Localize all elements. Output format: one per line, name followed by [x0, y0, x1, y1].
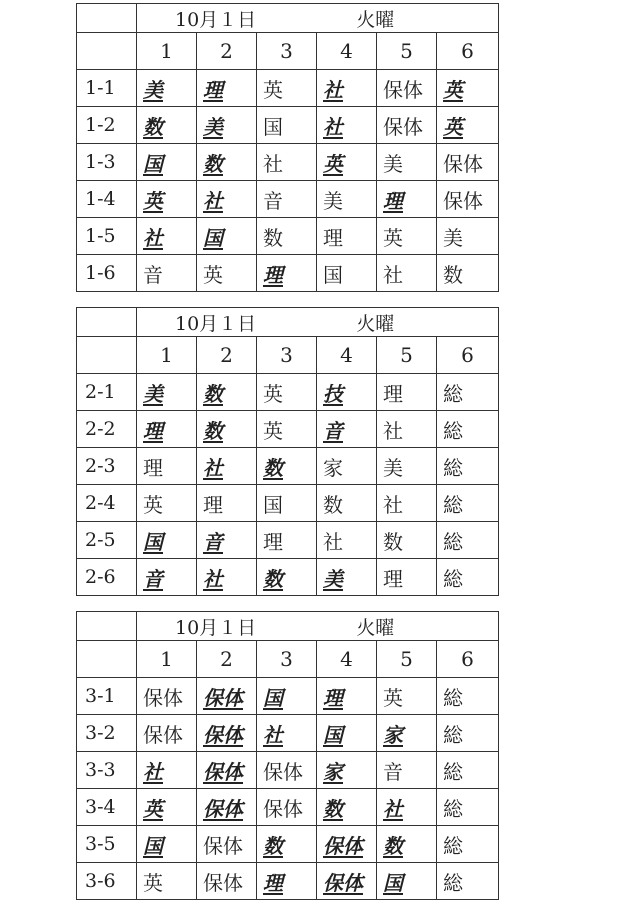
- subject-cell: 美: [137, 374, 197, 411]
- subject-cell: 保体: [437, 144, 499, 181]
- table-row: [77, 752, 499, 789]
- subject-cell: 保体: [317, 826, 377, 863]
- subject-cell: 英: [137, 863, 197, 900]
- subject-cell: 総: [437, 374, 499, 411]
- subject-cell: 美: [137, 70, 197, 107]
- class-label: 2-3: [77, 448, 137, 485]
- subject-cell: 国: [317, 715, 377, 752]
- subject-cell: 総: [437, 678, 499, 715]
- subject-cell: 保体: [257, 789, 317, 826]
- subject-cell: 美: [377, 144, 437, 181]
- subject-cell: 美: [377, 448, 437, 485]
- subject-cell: 社: [377, 485, 437, 522]
- table-row: [77, 715, 499, 752]
- subject-cell: 保体: [137, 678, 197, 715]
- period-header: 2: [197, 337, 257, 374]
- class-label: 1-5: [77, 218, 137, 255]
- period-header: 3: [257, 337, 317, 374]
- subject-cell: 理: [137, 448, 197, 485]
- subject-cell: 数: [257, 826, 317, 863]
- subject-cell: 社: [197, 559, 257, 596]
- subject-cell: 総: [437, 411, 499, 448]
- subject-cell: 数: [257, 448, 317, 485]
- class-label: 1-2: [77, 107, 137, 144]
- period-corner-cell: [77, 33, 137, 70]
- subject-cell: 理: [197, 70, 257, 107]
- period-corner-cell: [77, 641, 137, 678]
- subject-cell: 英: [197, 255, 257, 292]
- subject-cell: 保体: [137, 715, 197, 752]
- subject-cell: 英: [257, 70, 317, 107]
- date-label: 10月１日: [175, 8, 257, 31]
- period-header: 3: [257, 33, 317, 70]
- schedule-table-1: [76, 3, 499, 292]
- subject-cell: 総: [437, 448, 499, 485]
- subject-cell: 理: [377, 559, 437, 596]
- subject-cell: 英: [437, 70, 499, 107]
- subject-cell: 国: [317, 255, 377, 292]
- subject-cell: 総: [437, 752, 499, 789]
- table-row: [77, 789, 499, 826]
- subject-cell: 数: [197, 374, 257, 411]
- subject-cell: 美: [437, 218, 499, 255]
- subject-cell: 英: [137, 181, 197, 218]
- class-label: 2-1: [77, 374, 137, 411]
- class-label: 2-2: [77, 411, 137, 448]
- subject-cell: 英: [377, 678, 437, 715]
- table-row: [77, 70, 499, 107]
- period-header: 5: [377, 337, 437, 374]
- subject-cell: 数: [377, 826, 437, 863]
- subject-cell: 保体: [197, 678, 257, 715]
- subject-cell: 国: [197, 218, 257, 255]
- subject-cell: 理: [257, 255, 317, 292]
- period-header: 6: [437, 641, 499, 678]
- subject-cell: 音: [137, 255, 197, 292]
- subject-cell: 家: [317, 752, 377, 789]
- subject-cell: 美: [317, 181, 377, 218]
- subject-cell: 理: [257, 863, 317, 900]
- class-label: 3-5: [77, 826, 137, 863]
- subject-cell: 音: [377, 752, 437, 789]
- table-row: [77, 374, 499, 411]
- date-header: [137, 4, 499, 33]
- subject-cell: 社: [137, 752, 197, 789]
- subject-cell: 保体: [197, 789, 257, 826]
- period-header: 1: [137, 337, 197, 374]
- subject-cell: 総: [437, 485, 499, 522]
- table-row: [77, 448, 499, 485]
- class-label: 2-4: [77, 485, 137, 522]
- subject-cell: 数: [437, 255, 499, 292]
- subject-cell: 美: [197, 107, 257, 144]
- subject-cell: 社: [377, 411, 437, 448]
- period-header: 4: [317, 33, 377, 70]
- subject-cell: 理: [377, 181, 437, 218]
- subject-cell: 総: [437, 863, 499, 900]
- table-row: [77, 411, 499, 448]
- subject-cell: 総: [437, 715, 499, 752]
- subject-cell: 数: [257, 559, 317, 596]
- subject-cell: 保体: [437, 181, 499, 218]
- subject-cell: 保体: [197, 715, 257, 752]
- subject-cell: 数: [257, 218, 317, 255]
- subject-cell: 国: [257, 678, 317, 715]
- class-label: 3-4: [77, 789, 137, 826]
- subject-cell: 社: [377, 255, 437, 292]
- subject-cell: 理: [317, 218, 377, 255]
- subject-cell: 英: [257, 411, 317, 448]
- subject-cell: 保体: [197, 863, 257, 900]
- weekday-label: 火曜: [356, 312, 395, 335]
- subject-cell: 国: [257, 485, 317, 522]
- period-header: 6: [437, 337, 499, 374]
- subject-cell: 家: [377, 715, 437, 752]
- date-header: [137, 612, 499, 641]
- subject-cell: 理: [137, 411, 197, 448]
- period-header: 1: [137, 33, 197, 70]
- period-header: 5: [377, 33, 437, 70]
- subject-cell: 英: [437, 107, 499, 144]
- weekday-label: 火曜: [356, 616, 395, 639]
- subject-cell: 美: [317, 559, 377, 596]
- corner-cell: [77, 4, 137, 33]
- subject-cell: 保体: [377, 70, 437, 107]
- period-header: 4: [317, 641, 377, 678]
- subject-cell: 総: [437, 789, 499, 826]
- subject-cell: 保体: [377, 107, 437, 144]
- class-label: 2-6: [77, 559, 137, 596]
- subject-cell: 技: [317, 374, 377, 411]
- subject-cell: 理: [197, 485, 257, 522]
- subject-cell: 総: [437, 522, 499, 559]
- period-header: 2: [197, 33, 257, 70]
- period-header: 1: [137, 641, 197, 678]
- table-row: [77, 181, 499, 218]
- subject-cell: 国: [257, 107, 317, 144]
- table-row: [77, 559, 499, 596]
- table-row: [77, 485, 499, 522]
- class-label: 2-5: [77, 522, 137, 559]
- subject-cell: 理: [257, 522, 317, 559]
- subject-cell: 保体: [257, 752, 317, 789]
- period-corner-cell: [77, 337, 137, 374]
- subject-cell: 社: [257, 144, 317, 181]
- subject-cell: 保体: [197, 752, 257, 789]
- period-header: 3: [257, 641, 317, 678]
- class-label: 3-1: [77, 678, 137, 715]
- subject-cell: 音: [137, 559, 197, 596]
- class-label: 1-4: [77, 181, 137, 218]
- table-row: [77, 144, 499, 181]
- class-label: 3-6: [77, 863, 137, 900]
- subject-cell: 数: [197, 144, 257, 181]
- subject-cell: 社: [317, 522, 377, 559]
- subject-cell: 国: [137, 522, 197, 559]
- subject-cell: 社: [137, 218, 197, 255]
- subject-cell: 数: [317, 485, 377, 522]
- subject-cell: 音: [197, 522, 257, 559]
- subject-cell: 社: [197, 448, 257, 485]
- class-label: 3-2: [77, 715, 137, 752]
- table-row: [77, 218, 499, 255]
- table-row: [77, 678, 499, 715]
- subject-cell: 家: [317, 448, 377, 485]
- period-header: 2: [197, 641, 257, 678]
- schedule-table-2: [76, 307, 499, 596]
- subject-cell: 音: [317, 411, 377, 448]
- subject-cell: 保体: [197, 826, 257, 863]
- corner-cell: [77, 308, 137, 337]
- corner-cell: [77, 612, 137, 641]
- subject-cell: 音: [257, 181, 317, 218]
- table-row: [77, 107, 499, 144]
- class-label: 1-1: [77, 70, 137, 107]
- subject-cell: 数: [377, 522, 437, 559]
- period-header: 6: [437, 33, 499, 70]
- subject-cell: 総: [437, 559, 499, 596]
- subject-cell: 社: [377, 789, 437, 826]
- period-header: 5: [377, 641, 437, 678]
- date-label: 10月１日: [175, 616, 257, 639]
- subject-cell: 数: [317, 789, 377, 826]
- subject-cell: 社: [317, 70, 377, 107]
- subject-cell: 英: [137, 789, 197, 826]
- table-row: [77, 255, 499, 292]
- subject-cell: 社: [257, 715, 317, 752]
- subject-cell: 国: [137, 826, 197, 863]
- schedule-table-3: [76, 611, 499, 900]
- weekday-label: 火曜: [356, 8, 395, 31]
- subject-cell: 理: [377, 374, 437, 411]
- class-label: 1-3: [77, 144, 137, 181]
- table-row: [77, 826, 499, 863]
- subject-cell: 数: [137, 107, 197, 144]
- subject-cell: 英: [377, 218, 437, 255]
- table-row: [77, 522, 499, 559]
- subject-cell: 理: [317, 678, 377, 715]
- table-row: [77, 863, 499, 900]
- subject-cell: 英: [137, 485, 197, 522]
- date-header: [137, 308, 499, 337]
- subject-cell: 保体: [317, 863, 377, 900]
- date-label: 10月１日: [175, 312, 257, 335]
- subject-cell: 国: [377, 863, 437, 900]
- subject-cell: 社: [197, 181, 257, 218]
- class-label: 1-6: [77, 255, 137, 292]
- subject-cell: 数: [197, 411, 257, 448]
- period-header: 4: [317, 337, 377, 374]
- subject-cell: 英: [257, 374, 317, 411]
- subject-cell: 総: [437, 826, 499, 863]
- subject-cell: 英: [317, 144, 377, 181]
- class-label: 3-3: [77, 752, 137, 789]
- subject-cell: 社: [317, 107, 377, 144]
- subject-cell: 国: [137, 144, 197, 181]
